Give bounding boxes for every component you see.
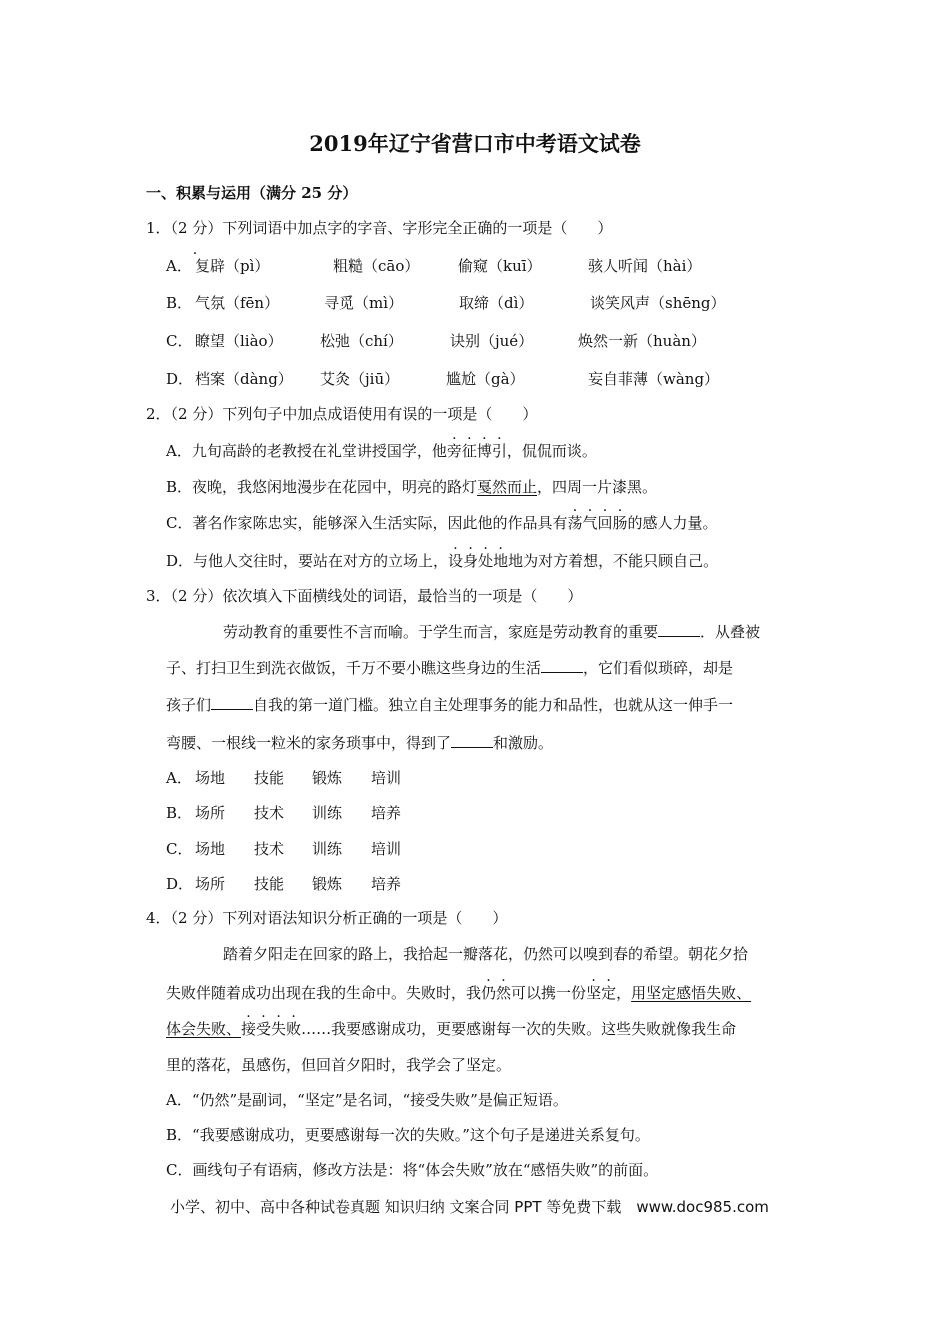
- question-2-option-a: [166, 440, 597, 461]
- underlined-sentence: 用坚定感悟失败、: [631, 984, 752, 1002]
- dotted-char: 气: [582, 514, 598, 532]
- underlined-sentence: 体会失败、: [166, 1020, 242, 1038]
- option-item: 锻炼: [312, 875, 343, 893]
- underlined-idiom: 戛然而止: [477, 478, 538, 496]
- dotted-word: [241, 1020, 301, 1038]
- passage-text: 劳动教育的重要性不言而喻。于学生而言，家庭是劳动教育的重要: [223, 623, 659, 641]
- option-item: 粗糙（cāo）: [333, 257, 420, 275]
- option-item: 取缔（dì）: [459, 294, 534, 312]
- option-item: 技术: [254, 840, 285, 858]
- passage-text: ……我要感谢成功，更要感谢每一次的失败。这些失败就像我生命: [301, 1020, 737, 1038]
- dotted-char: 处: [478, 552, 494, 570]
- option-label: A．: [166, 769, 192, 787]
- option-item: 寻觅（mì）: [324, 294, 404, 312]
- dotted-char: 然: [496, 984, 512, 1002]
- dotted-char: 征: [461, 442, 477, 460]
- dotted-char: 定: [601, 984, 617, 1002]
- question-4-option-c: C．画线句子有语病，修改方法是：将“体会失败”放在“感悟失败”的前面。: [166, 1161, 659, 1179]
- passage-text: 自我的第一道门槛。独立自主处理事务的能力和品性，也就从这一伸手一: [253, 696, 734, 714]
- option-item: 气氛（fēn）: [195, 294, 280, 312]
- option-label: A．: [166, 257, 192, 275]
- passage-text: ，它们看似琐碎，却是: [583, 659, 734, 677]
- question-1-stem: 1．（2 分）下列词语中加点字的字音、字形完全正确的一项是（ ）: [146, 219, 613, 237]
- question-4-option-b: B．“我要感谢成功，更要感谢每一次的失败。”这个句子是递进关系复句。: [166, 1126, 650, 1144]
- option-item: 复辟（pì）: [195, 257, 270, 275]
- fill-blank: [211, 697, 253, 710]
- question-3-stem: 3．（2 分）依次填入下面横线处的词语，最恰当的一项是（ ）: [146, 587, 583, 605]
- passage-line: 里的落花，虽感伤，但回首夕阳时，我学会了坚定。: [166, 1056, 512, 1074]
- passage-text: 和激励。: [493, 734, 554, 752]
- fill-blank: [451, 735, 493, 748]
- fill-blank: [658, 624, 700, 637]
- option-item: 妄自菲薄（wàng）: [588, 370, 720, 388]
- question-2-stem: 2．（2 分）下列句子中加点成语使用有误的一项是（ ）: [146, 405, 538, 423]
- passage-line: [166, 694, 733, 715]
- option-item: 档案（dàng）: [195, 370, 293, 388]
- option-item: 培训: [371, 769, 402, 787]
- option-item: 训练: [312, 804, 343, 822]
- option-item: 技术: [254, 804, 285, 822]
- option-item: 场所: [195, 875, 226, 893]
- dotted-char: 肠: [612, 514, 628, 532]
- passage-text: 可以携一份: [511, 984, 587, 1002]
- option-item: 技能: [254, 769, 285, 787]
- option-text: C．著名作家陈忠实，能够深入生活实际，因此他的作品具有: [166, 514, 568, 532]
- dotted-char: 仍: [481, 984, 497, 1002]
- question-2-option-d: [166, 550, 718, 571]
- dotted-char: 受: [256, 1020, 272, 1038]
- option-label: D．: [166, 875, 194, 893]
- passage-line: [166, 1018, 736, 1039]
- passage-text: ．从叠被: [700, 623, 761, 641]
- option-label: B．: [166, 294, 193, 312]
- fill-blank: [541, 660, 583, 673]
- option-item: 场地: [195, 769, 226, 787]
- passage-line: [223, 621, 760, 642]
- option-item: 谈笑风声（shēng）: [590, 294, 726, 312]
- dotted-char: 设: [448, 552, 464, 570]
- option-label: D．: [166, 370, 194, 388]
- passage-text: ，: [616, 984, 632, 1002]
- passage-line: 踏着夕阳走在回家的路上，我拾起一瓣落花，仍然可以嗅到春的希望。朝花夕拾: [223, 945, 749, 963]
- passage-text: 弯腰、一根线一粒米的家务琐事中，得到了: [166, 734, 452, 752]
- option-item: 培养: [371, 804, 402, 822]
- dotted-char: 地: [493, 552, 509, 570]
- option-item: 松弛（chí）: [320, 332, 403, 350]
- footer-watermark: 小学、初中、高中各种试卷真题 知识归纳 文案合同 PPT 等免费下载 www.doc985.com: [170, 1198, 769, 1216]
- section-heading: 一、积累与运用（满分 25 分）: [146, 184, 358, 202]
- option-label: C．: [166, 332, 193, 350]
- passage-line: [166, 657, 733, 678]
- dotted-char: 回: [597, 514, 613, 532]
- option-item: 艾灸（jiū）: [320, 370, 400, 388]
- passage-text: 子、打扫卫生到洗衣做饭，千万不要小瞧这些身边的生活: [166, 659, 542, 677]
- option-item: 培养: [371, 875, 402, 893]
- option-text: D．与他人交往时，要站在对方的立场上，: [166, 552, 449, 570]
- question-2-option-b: [166, 476, 657, 497]
- option-item: 训练: [312, 840, 343, 858]
- option-item: 瞭望（liào）: [195, 332, 283, 350]
- option-item: 场所: [195, 804, 226, 822]
- option-text: B．夜晚，我悠闲地漫步在花园中，明亮的路灯: [166, 478, 478, 496]
- dotted-idiom: [447, 442, 507, 460]
- option-text: A．九旬高龄的老教授在礼堂讲授国学，他: [166, 442, 447, 460]
- option-item: 场地: [195, 840, 226, 858]
- dotted-idiom: [448, 552, 508, 570]
- option-item: 焕然一新（huàn）: [578, 332, 706, 350]
- dotted-char: 身: [463, 552, 479, 570]
- question-4-option-a: A．“仍然”是副词，“坚定”是名词，“接受失败”是偏正短语。: [166, 1091, 568, 1109]
- dotted-char: 引: [491, 442, 507, 460]
- option-text: ，四周一片漆黑。: [537, 478, 658, 496]
- option-item: 培训: [371, 840, 402, 858]
- option-item: 诀别（jué）: [450, 332, 534, 350]
- question-2-option-c: [166, 512, 718, 533]
- option-text: 的感人力量。: [627, 514, 718, 532]
- dotted-char: 坚: [586, 984, 602, 1002]
- dotted-char: 荡: [567, 514, 583, 532]
- option-item: 锻炼: [312, 769, 343, 787]
- option-label: B．: [166, 804, 193, 822]
- passage-text: 失败伴随着成功出现在我的生命中。失败时，我: [166, 984, 482, 1002]
- dotted-word: [481, 984, 511, 1002]
- passage-line: [166, 982, 751, 1003]
- passage-text: 孩子们: [166, 696, 212, 714]
- option-item: 技能: [254, 875, 285, 893]
- option-text: 地为对方着想，不能只顾自己。: [508, 552, 719, 570]
- option-item: 尴尬（gà）: [446, 370, 525, 388]
- dotted-char: 败: [286, 1020, 302, 1038]
- option-item: 偷窥（kuī）: [458, 257, 542, 275]
- option-item: 骇人听闻（hài）: [588, 257, 702, 275]
- page-title: 2019年辽宁省营口市中考语文试卷: [309, 131, 641, 156]
- dotted-char: 失: [271, 1020, 287, 1038]
- dotted-idiom: [567, 514, 627, 532]
- option-label: C．: [166, 840, 193, 858]
- dotted-char: 接: [241, 1020, 257, 1038]
- dotted-word: [586, 984, 616, 1002]
- question-4-stem: 4．（2 分）下列对语法知识分析正确的一项是（ ）: [146, 909, 508, 927]
- dotted-char: 旁: [446, 442, 462, 460]
- option-text: ，侃侃而谈。: [506, 442, 597, 460]
- passage-line: [166, 732, 553, 753]
- dotted-char: 博: [476, 442, 492, 460]
